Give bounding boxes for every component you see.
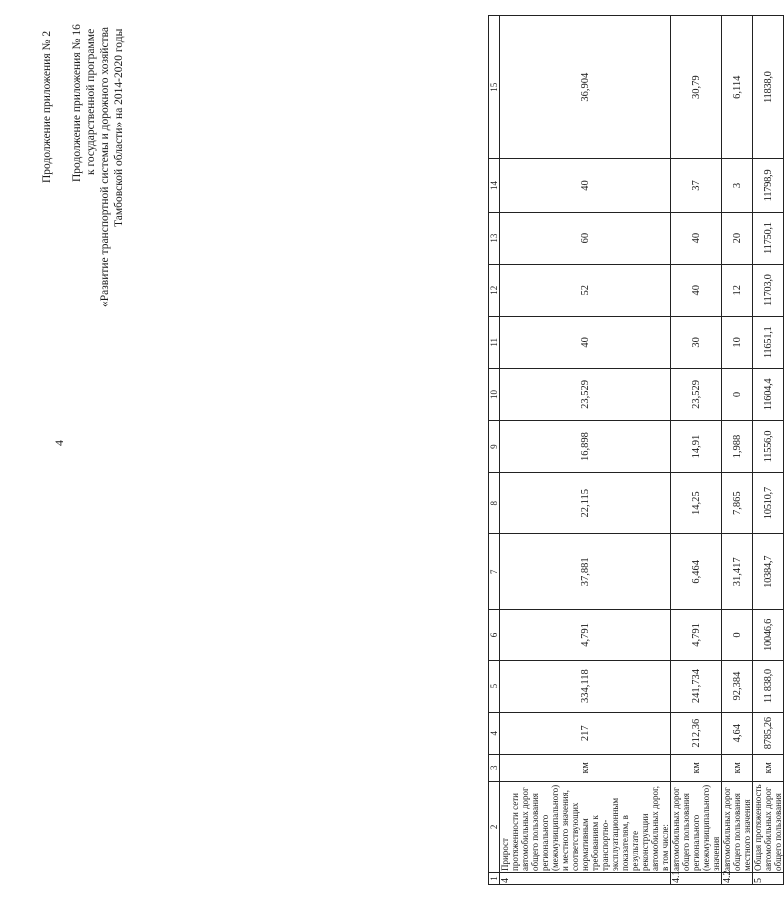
continuation-appendix-label: Продолжение приложения № 2 <box>41 30 53 183</box>
row-index: 5 <box>753 872 784 884</box>
column-number: 8 <box>489 473 500 534</box>
row-name: автомобильных дорог общего пользования местного значения <box>722 781 753 872</box>
column-number: 1 <box>489 872 500 884</box>
indicator-table <box>488 15 783 885</box>
row-value: 0 <box>722 610 753 660</box>
column-number: 11 <box>489 316 500 368</box>
appendix-title-line-1: Продолжение приложения № 16 <box>71 24 83 182</box>
row-value: 11 838,0 <box>753 660 784 712</box>
table-row <box>722 16 753 885</box>
row-value: 4,791 <box>500 610 671 660</box>
row-value: 16,898 <box>500 421 671 473</box>
column-number: 3 <box>489 754 500 781</box>
row-value: 14,25 <box>671 473 722 534</box>
column-number: 2 <box>489 781 500 872</box>
row-value: 22,115 <box>500 473 671 534</box>
row-value: 31,417 <box>722 534 753 610</box>
row-value: 7,865 <box>722 473 753 534</box>
column-number: 10 <box>489 368 500 420</box>
column-number: 4 <box>489 712 500 754</box>
page-number: 4 <box>52 440 66 446</box>
row-name: автомобильных дорог общего пользования регионального (межмуниципального) значения <box>671 781 722 872</box>
row-value: 20 <box>722 212 753 264</box>
row-value: 37 <box>671 159 722 212</box>
row-value: 23,529 <box>500 368 671 420</box>
row-value: 23,529 <box>671 368 722 420</box>
row-value: 30,79 <box>671 16 722 159</box>
row-value: 6,464 <box>671 534 722 610</box>
row-value: 4,64 <box>722 712 753 754</box>
column-number: 14 <box>489 159 500 212</box>
row-value: 0 <box>722 368 753 420</box>
column-number: 15 <box>489 16 500 159</box>
column-numbers-row <box>489 16 500 885</box>
row-value: 92,384 <box>722 660 753 712</box>
row-index: 4.1 <box>671 872 722 884</box>
row-unit: км <box>500 754 671 781</box>
row-unit: км <box>671 754 722 781</box>
row-value: 30 <box>671 316 722 368</box>
row-unit: км <box>722 754 753 781</box>
row-value: 37,881 <box>500 534 671 610</box>
column-number: 12 <box>489 264 500 316</box>
row-value: 217 <box>500 712 671 754</box>
row-value: 3 <box>722 159 753 212</box>
column-number: 6 <box>489 610 500 660</box>
row-value: 11651,1 <box>753 316 784 368</box>
row-value: 12 <box>722 264 753 316</box>
row-index: 4 <box>500 872 671 884</box>
row-value: 10 <box>722 316 753 368</box>
row-name: Прирост протяженности сети автомобильных дорог общего пользования регионального (межмуниципального) и местного значения, соответствующих нормативным требованиям к транспортно-эксплуатационным показателям, в результате реконструкции автомобильных дорог, в том числе: <box>500 781 671 872</box>
table-row <box>500 16 671 885</box>
row-value: 11604,4 <box>753 368 784 420</box>
row-value: 40 <box>671 212 722 264</box>
table-row <box>671 16 722 885</box>
row-value: 60 <box>500 212 671 264</box>
column-number: 13 <box>489 212 500 264</box>
row-value: 8785,26 <box>753 712 784 754</box>
row-value: 11703,0 <box>753 264 784 316</box>
row-value: 40 <box>500 316 671 368</box>
row-value: 36,904 <box>500 16 671 159</box>
appendix-title-line-4: Тамбовской области» на 2014-2020 годы <box>113 28 125 227</box>
row-value: 241,734 <box>671 660 722 712</box>
row-value: 212,36 <box>671 712 722 754</box>
row-value: 10046,6 <box>753 610 784 660</box>
appendix-title-line-3: «Развитие транспортной системы и дорожного хозяйства <box>99 27 111 307</box>
row-value: 14,91 <box>671 421 722 473</box>
row-value: 52 <box>500 264 671 316</box>
row-value: 11556,0 <box>753 421 784 473</box>
row-value: 40 <box>671 264 722 316</box>
row-value: 334,118 <box>500 660 671 712</box>
row-index: 4.2 <box>722 872 753 884</box>
row-name: Общая протяженность автомобильных дорог общего пользования <box>753 781 784 872</box>
row-value: 6,114 <box>722 16 753 159</box>
column-number: 5 <box>489 660 500 712</box>
row-value: 11750,1 <box>753 212 784 264</box>
row-value: 10510,7 <box>753 473 784 534</box>
row-value: 40 <box>500 159 671 212</box>
appendix-title-line-2: к государственной программе <box>85 28 97 175</box>
column-number: 9 <box>489 421 500 473</box>
column-number: 7 <box>489 534 500 610</box>
table-row <box>753 16 784 885</box>
row-value: 1,988 <box>722 421 753 473</box>
row-value: 4,791 <box>671 610 722 660</box>
row-value: 10384,7 <box>753 534 784 610</box>
row-value: 11838,0 <box>753 16 784 159</box>
row-unit: км <box>753 754 784 781</box>
row-value: 11798,9 <box>753 159 784 212</box>
